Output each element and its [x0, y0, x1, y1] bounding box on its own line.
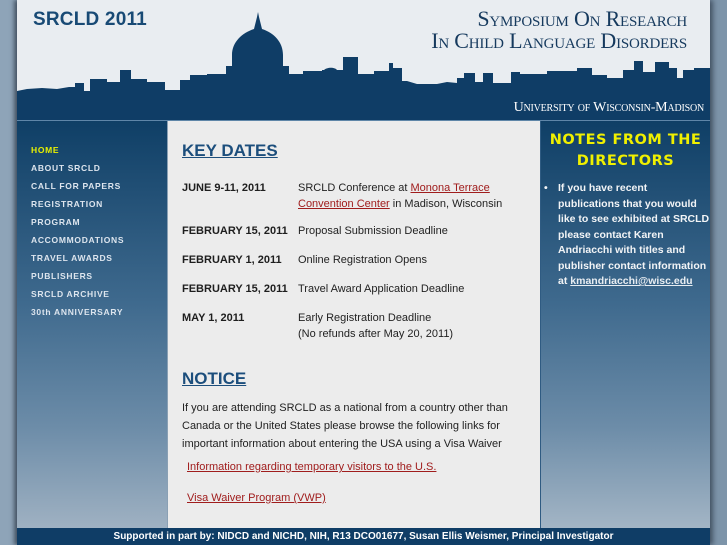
nav-item-registration[interactable]: REGISTRATION: [31, 199, 103, 209]
key-date-description: [298, 310, 528, 342]
nav-item-30th-anniversary[interactable]: 30th ANNIVERSARY: [31, 307, 124, 317]
nav-list: [31, 140, 124, 320]
key-dates-heading: KEY DATES: [182, 141, 278, 160]
key-date-description: Online Registration Opens: [298, 254, 428, 266]
key-date: FEBRUARY 1, 2011: [182, 254, 282, 266]
key-date: JUNE 9-11, 2011: [182, 182, 266, 194]
description-text: in Madison, Wisconsin: [389, 198, 503, 210]
key-date-description: [298, 180, 528, 212]
key-date: FEBRUARY 15, 2011: [182, 225, 288, 237]
site-header: [17, 0, 710, 121]
visa-waiver-program-link[interactable]: Visa Waiver Program (VWP): [187, 492, 326, 504]
main-content: [168, 121, 541, 528]
nav-item-travel-awards[interactable]: TRAVEL AWARDS: [31, 253, 113, 263]
description-text: SRCLD Conference at: [298, 182, 411, 194]
description-note: (No refunds after May 20, 2011): [298, 328, 454, 340]
symposium-title: [357, 8, 687, 52]
nav-item-program[interactable]: PROGRAM: [31, 217, 81, 227]
nav-item-about-srcld[interactable]: ABOUT SRCLD: [31, 163, 101, 173]
notes-title: NOTES FROM THE DIRECTORS: [549, 132, 702, 169]
notice-text: If you are attending SRCLD as a national from a country other than Canada or the United States please browse the following links for important information about entering the USA using a Visa Waiver: [182, 402, 508, 450]
site-code-logo: SRCLD 2011: [33, 9, 147, 30]
notes-list: [541, 181, 710, 290]
key-date: FEBRUARY 15, 2011: [182, 283, 288, 295]
bullet-icon: •: [544, 182, 548, 194]
sidebar-nav: [17, 121, 167, 528]
monona-terrace-link[interactable]: Monona Terrace Convention Center: [298, 182, 490, 210]
notes-from-directors-panel: [541, 121, 710, 528]
symposium-title-line1: Symposium On Research: [477, 6, 687, 31]
key-date: MAY 1, 2011: [182, 312, 245, 324]
temporary-visitors-link[interactable]: Information regarding temporary visitors to the U.S.: [187, 461, 437, 473]
footer: Supported in part by: NIDCD and NICHD, NIH, R13 DCO01677, Susan Ellis Weismer, Principal Investigator: [17, 528, 710, 545]
symposium-title-line2: In Child Language Disorders: [431, 28, 687, 53]
nav-item-call-for-papers[interactable]: CALL FOR PAPERS: [31, 181, 121, 191]
notes-list-item: [541, 181, 710, 290]
page-container: [17, 0, 710, 545]
notes-item-text: If you have recent publications that you would like to see exhibited at SRCLD please contact Karen Andriacchi with titles and publisher contact information at: [558, 182, 710, 287]
nav-item-publishers[interactable]: PUBLISHERS: [31, 271, 93, 281]
nav-item-accommodations[interactable]: ACCOMMODATIONS: [31, 235, 125, 245]
notice-heading: NOTICE: [182, 369, 247, 388]
key-date-description: Proposal Submission Deadline: [298, 225, 448, 237]
description-text: Early Registration Deadline: [298, 312, 432, 324]
university-name: University of Wisconsin-Madison: [513, 100, 704, 115]
nav-item-srcld-archive[interactable]: SRCLD ARCHIVE: [31, 289, 110, 299]
nav-item-home[interactable]: HOME: [31, 145, 60, 155]
email-link[interactable]: kmandriacchi@wisc.edu: [570, 275, 693, 287]
key-date-description: Travel Award Application Deadline: [298, 283, 465, 295]
